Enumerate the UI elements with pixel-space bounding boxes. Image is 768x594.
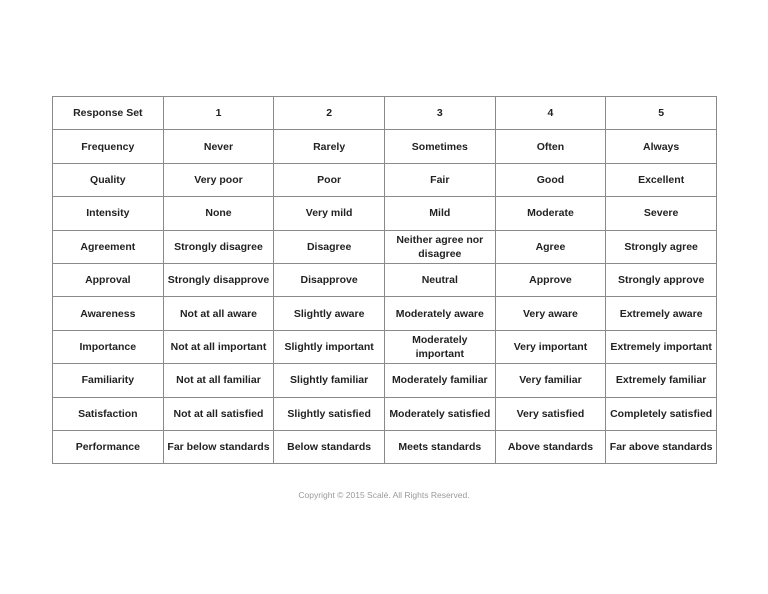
table-row — [53, 263, 717, 296]
table-cell: Slightly important — [274, 330, 385, 363]
table-cell: Not at all aware — [163, 297, 274, 330]
table-row — [53, 130, 717, 163]
table-cell: Strongly agree — [606, 230, 717, 263]
row-label: Intensity — [53, 197, 164, 230]
table-cell: Moderately aware — [384, 297, 495, 330]
table-cell: Far above standards — [606, 430, 717, 463]
table-cell: None — [163, 197, 274, 230]
table-cell: Never — [163, 130, 274, 163]
row-label: Awareness — [53, 297, 164, 330]
table-cell: Completely satisfied — [606, 397, 717, 430]
table-body — [53, 130, 717, 464]
table-cell: Strongly approve — [606, 263, 717, 296]
header-cell-1: 1 — [163, 97, 274, 130]
table-cell: Moderately important — [384, 330, 495, 363]
table-row — [53, 163, 717, 196]
table-cell: Very important — [495, 330, 606, 363]
table-cell: Strongly disapprove — [163, 263, 274, 296]
table-row — [53, 197, 717, 230]
table-cell: Neither agree nor disagree — [384, 230, 495, 263]
row-label: Frequency — [53, 130, 164, 163]
table-row — [53, 397, 717, 430]
table-cell: Very poor — [163, 163, 274, 196]
table-cell: Not at all satisfied — [163, 397, 274, 430]
table-cell: Very satisfied — [495, 397, 606, 430]
table-cell: Not at all important — [163, 330, 274, 363]
response-scale-table — [52, 96, 717, 464]
table-cell: Above standards — [495, 430, 606, 463]
table-cell: Mild — [384, 197, 495, 230]
table-cell: Far below standards — [163, 430, 274, 463]
table-cell: Fair — [384, 163, 495, 196]
row-label: Performance — [53, 430, 164, 463]
table-row — [53, 297, 717, 330]
table-cell: Moderately familiar — [384, 364, 495, 397]
table-header — [53, 97, 717, 130]
table-cell: Often — [495, 130, 606, 163]
table-cell: Excellent — [606, 163, 717, 196]
table-row — [53, 230, 717, 263]
row-label: Approval — [53, 263, 164, 296]
copyright-notice: Copyright © 2015 Scalé. All Rights Reserved. — [298, 490, 470, 500]
header-row — [53, 97, 717, 130]
table-cell: Poor — [274, 163, 385, 196]
row-label: Importance — [53, 330, 164, 363]
row-label: Quality — [53, 163, 164, 196]
table-cell: Slightly aware — [274, 297, 385, 330]
table-cell: Agree — [495, 230, 606, 263]
table-cell: Approve — [495, 263, 606, 296]
row-label: Satisfaction — [53, 397, 164, 430]
table-cell: Neutral — [384, 263, 495, 296]
table-cell: Good — [495, 163, 606, 196]
table-row — [53, 330, 717, 363]
header-cell-4: 4 — [495, 97, 606, 130]
table-cell: Moderate — [495, 197, 606, 230]
table-cell: Not at all familiar — [163, 364, 274, 397]
row-label: Familiarity — [53, 364, 164, 397]
table-cell: Extremely aware — [606, 297, 717, 330]
table-cell: Extremely important — [606, 330, 717, 363]
table-cell: Sometimes — [384, 130, 495, 163]
table-cell: Always — [606, 130, 717, 163]
table-cell: Moderately satisfied — [384, 397, 495, 430]
table-row — [53, 364, 717, 397]
table-cell: Slightly satisfied — [274, 397, 385, 430]
table-cell: Below standards — [274, 430, 385, 463]
header-cell-5: 5 — [606, 97, 717, 130]
table-cell: Rarely — [274, 130, 385, 163]
table-cell: Extremely familiar — [606, 364, 717, 397]
table-cell: Disapprove — [274, 263, 385, 296]
row-label: Agreement — [53, 230, 164, 263]
table-cell: Slightly familiar — [274, 364, 385, 397]
table-cell: Very mild — [274, 197, 385, 230]
table-cell: Severe — [606, 197, 717, 230]
table-cell: Strongly disagree — [163, 230, 274, 263]
table-cell: Very aware — [495, 297, 606, 330]
table-cell: Very familiar — [495, 364, 606, 397]
header-cell-3: 3 — [384, 97, 495, 130]
header-cell-response-set: Response Set — [53, 97, 164, 130]
header-cell-2: 2 — [274, 97, 385, 130]
table-row — [53, 430, 717, 463]
table-cell: Disagree — [274, 230, 385, 263]
table-cell: Meets standards — [384, 430, 495, 463]
